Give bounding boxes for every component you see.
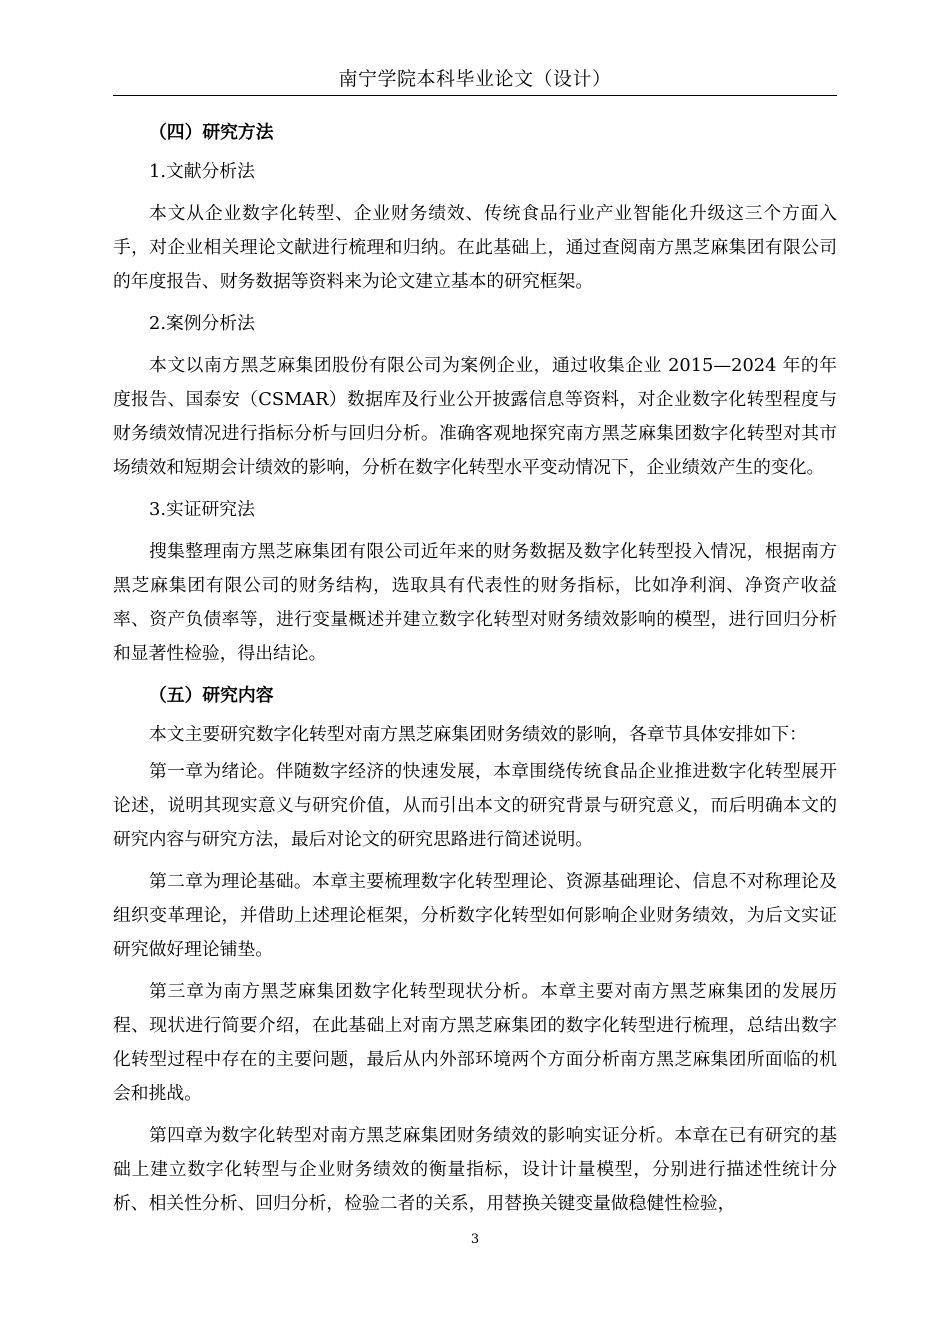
method-2-paragraph: 本文以南方黑芝麻集团股份有限公司为案例企业，通过收集企业 2015—2024 年的年度报告、国泰安（CSMAR）数据库及行业公开披露信息等资料，对企业数字化转型程度与财务绩效情况进行指标分析与回归分析。准确客观地探究南方黑芝麻集团数字化转型对其市场绩效和短期会计绩效的影响，分析在数字化转型水平变动情况下，企业绩效产生的变化。	[113, 355, 837, 478]
content-intro-paragraph: 本文主要研究数字化转型对南方黑芝麻集团财务绩效的影响，各章节具体安排如下：	[149, 724, 807, 745]
page-number: 3	[470, 1232, 480, 1247]
method-1-title: 1.文献分析法	[149, 161, 255, 182]
method-2-title: 2.案例分析法	[149, 313, 255, 334]
body-text	[113, 114, 837, 1229]
header-divider	[113, 95, 837, 96]
page-header-title: 南宁学院本科毕业论文（设计）	[338, 68, 612, 90]
section-heading-research-methods: （四）研究方法	[149, 122, 274, 143]
chapter-1-paragraph: 第一章为绪论。伴随数字经济的快速发展，本章围绕传统食品企业推进数字化转型展开论述，说明其现实意义与研究价值，从而引出本文的研究背景与研究意义，而后明确本文的研究内容与研究方法，最后对论文的研究思路进行简述说明。	[113, 761, 837, 850]
method-3-title: 3.实证研究法	[149, 499, 255, 520]
chapter-4-paragraph: 第四章为数字化转型对南方黑芝麻集团财务绩效的影响实证分析。本章在已有研究的基础上建立数字化转型与企业财务绩效的衡量指标，设计计量模型，分别进行描述性统计分析、相关性分析、回归分析，检验二者的关系，用替换关键变量做稳健性检验，	[113, 1125, 837, 1214]
method-1-paragraph: 本文从企业数字化转型、企业财务绩效、传统食品行业产业智能化升级这三个方面入手，对企业相关理论文献进行梳理和归纳。在此基础上，通过查阅南方黑芝麻集团有限公司的年度报告、财务数据等资料来为论文建立基本的研究框架。	[113, 203, 837, 292]
method-3-paragraph: 搜集整理南方黑芝麻集团有限公司近年来的财务数据及数字化转型投入情况，根据南方黑芝麻集团有限公司的财务结构，选取具有代表性的财务指标，比如净利润、净资产收益率、资产负债率等，进行变量概述并建立数字化转型对财务绩效影响的模型，进行回归分析和显著性检验，得出结论。	[113, 541, 837, 664]
chapter-2-paragraph: 第二章为理论基础。本章主要梳理数字化转型理论、资源基础理论、信息不对称理论及组织变革理论，并借助上述理论框架，分析数字化转型如何影响企业财务绩效，为后文实证研究做好理论铺垫。	[113, 871, 837, 960]
chapter-3-paragraph: 第三章为南方黑芝麻集团数字化转型现状分析。本章主要对南方黑芝麻集团的发展历程、现状进行简要介绍，在此基础上对南方黑芝麻集团的数字化转型进行梳理，总结出数字化转型过程中存在的主要问题，最后从内外部环境两个方面分析南方黑芝麻集团所面临的机会和挑战。	[113, 981, 837, 1104]
section-heading-research-content: （五）研究内容	[149, 685, 274, 706]
